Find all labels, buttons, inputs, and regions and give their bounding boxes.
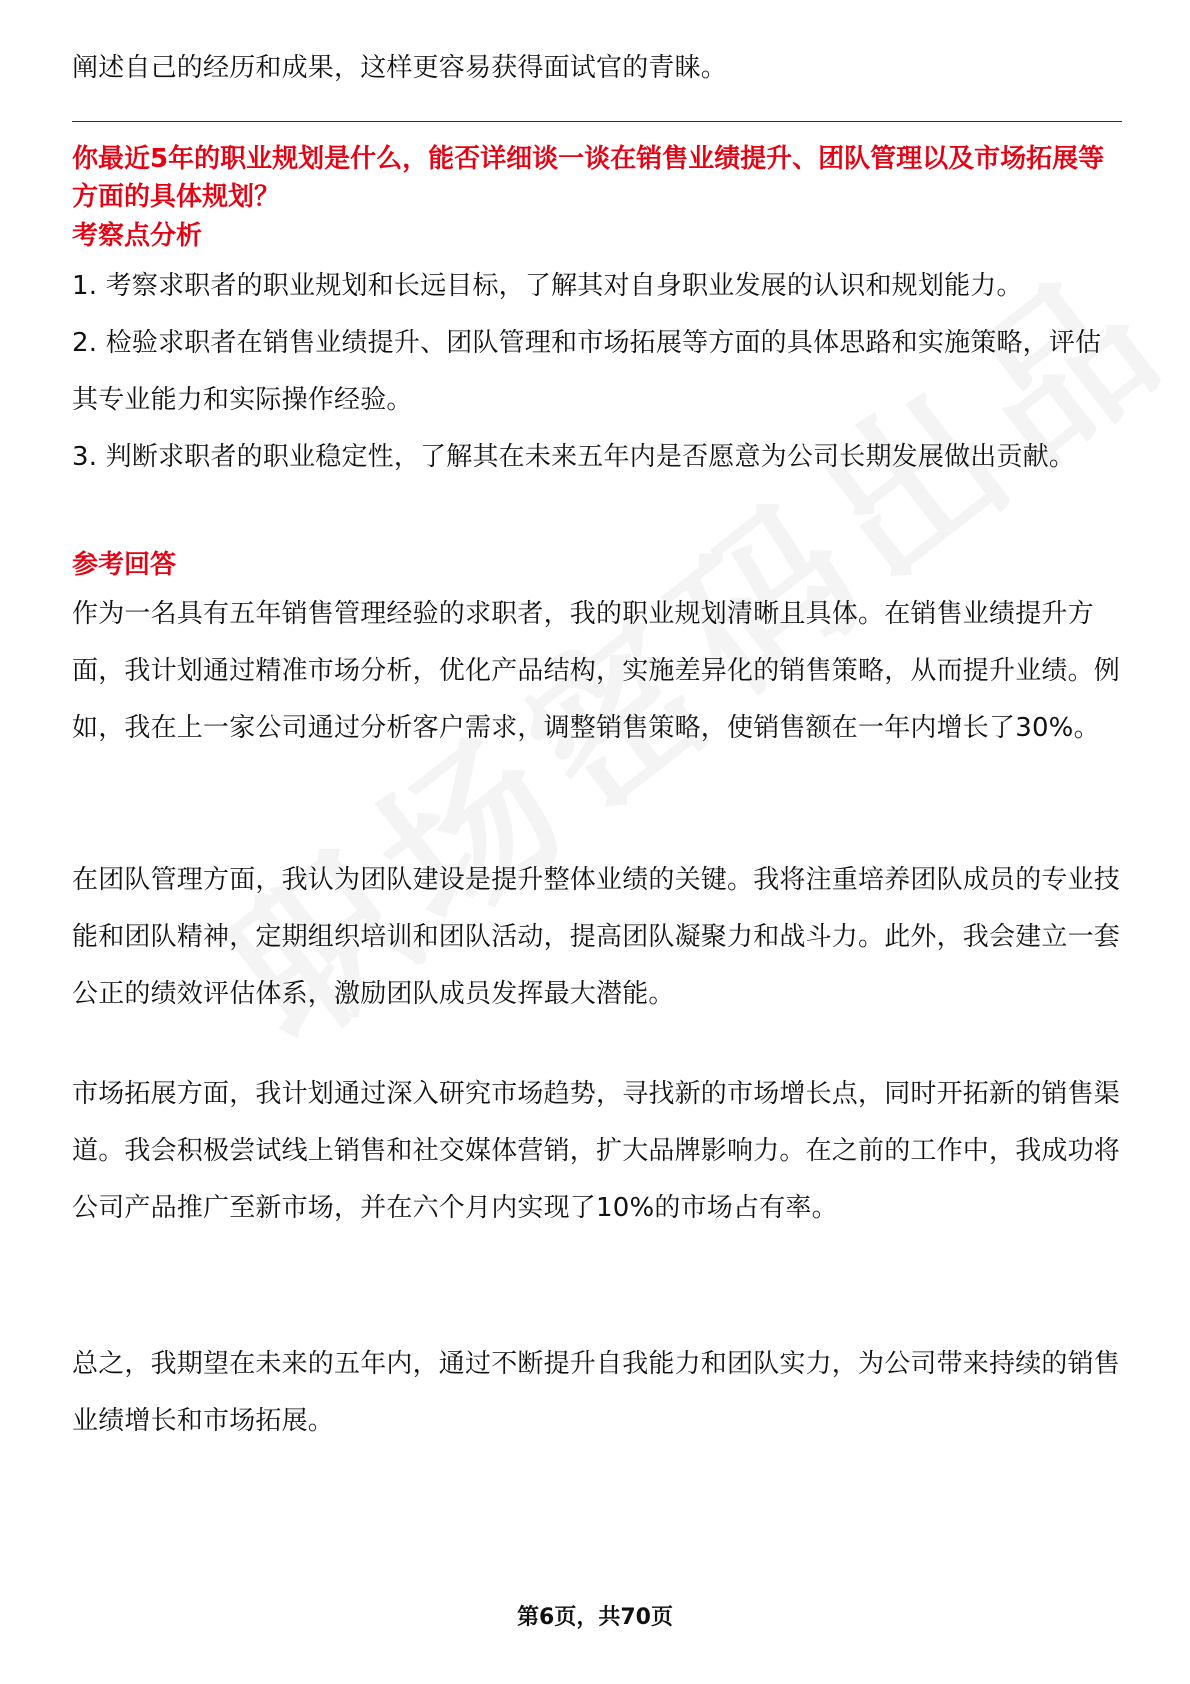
- analysis-item: 3. 判断求职者的职业稳定性，了解其在未来五年内是否愿意为公司长期发展做出贡献。: [72, 442, 1076, 472]
- analysis-item: 1. 考察求职者的职业规划和长远目标，了解其对自身职业发展的认识和规划能力。: [72, 271, 1023, 301]
- section-divider: [72, 121, 1122, 122]
- answer-paragraph: 在团队管理方面，我认为团队建设是提升整体业绩的关键。我将注重培养团队成员的专业技能和团队精神，定期组织培训和团队活动，提高团队凝聚力和战斗力。此外，我会建立一套公正的绩效评估体系，激励团队成员发挥最大潜能。: [72, 865, 1121, 1009]
- answer-paragraph-1: [72, 586, 1122, 757]
- intro-tail-text: 阐述自己的经历和成果，这样更容易获得面试官的青睐。: [72, 53, 728, 83]
- page-number-footer: 第6页，共70页: [517, 1605, 673, 1630]
- answer-paragraph-3: [72, 1066, 1122, 1237]
- analysis-item: 2. 检验求职者在销售业绩提升、团队管理和市场拓展等方面的具体思路和实施策略，评估其专业能力和实际操作经验。: [72, 328, 1102, 415]
- analysis-heading: 考察点分析: [72, 221, 203, 251]
- question-title: 你最近5年的职业规划是什么，能否详细谈一谈在销售业绩提升、团队管理以及市场拓展等方面的具体规划？: [72, 144, 1105, 212]
- answer-paragraph: 作为一名具有五年销售管理经验的求职者，我的职业规划清晰且具体。在销售业绩提升方面，我计划通过精准市场分析，优化产品结构，实施差异化的销售策略，从而提升业绩。例如，我在上一家公司通过分析客户需求，调整销售策略，使销售额在一年内增长了30%。: [72, 599, 1121, 743]
- answer-heading: 参考回答: [72, 550, 177, 580]
- answer-paragraph-2: [72, 852, 1122, 1023]
- answer-paragraph: 总之，我期望在未来的五年内，通过不断提升自我能力和团队实力，为公司带来持续的销售业绩增长和市场拓展。: [72, 1349, 1121, 1436]
- analysis-list: [72, 258, 1122, 486]
- answer-paragraph: 市场拓展方面，我计划通过深入研究市场趋势，寻找新的市场增长点，同时开拓新的销售渠道。我会积极尝试线上销售和社交媒体营销，扩大品牌影响力。在之前的工作中，我成功将公司产品推广至新市场，并在六个月内实现了10%的市场占有率。: [72, 1079, 1121, 1223]
- answer-paragraph-4: [72, 1336, 1122, 1450]
